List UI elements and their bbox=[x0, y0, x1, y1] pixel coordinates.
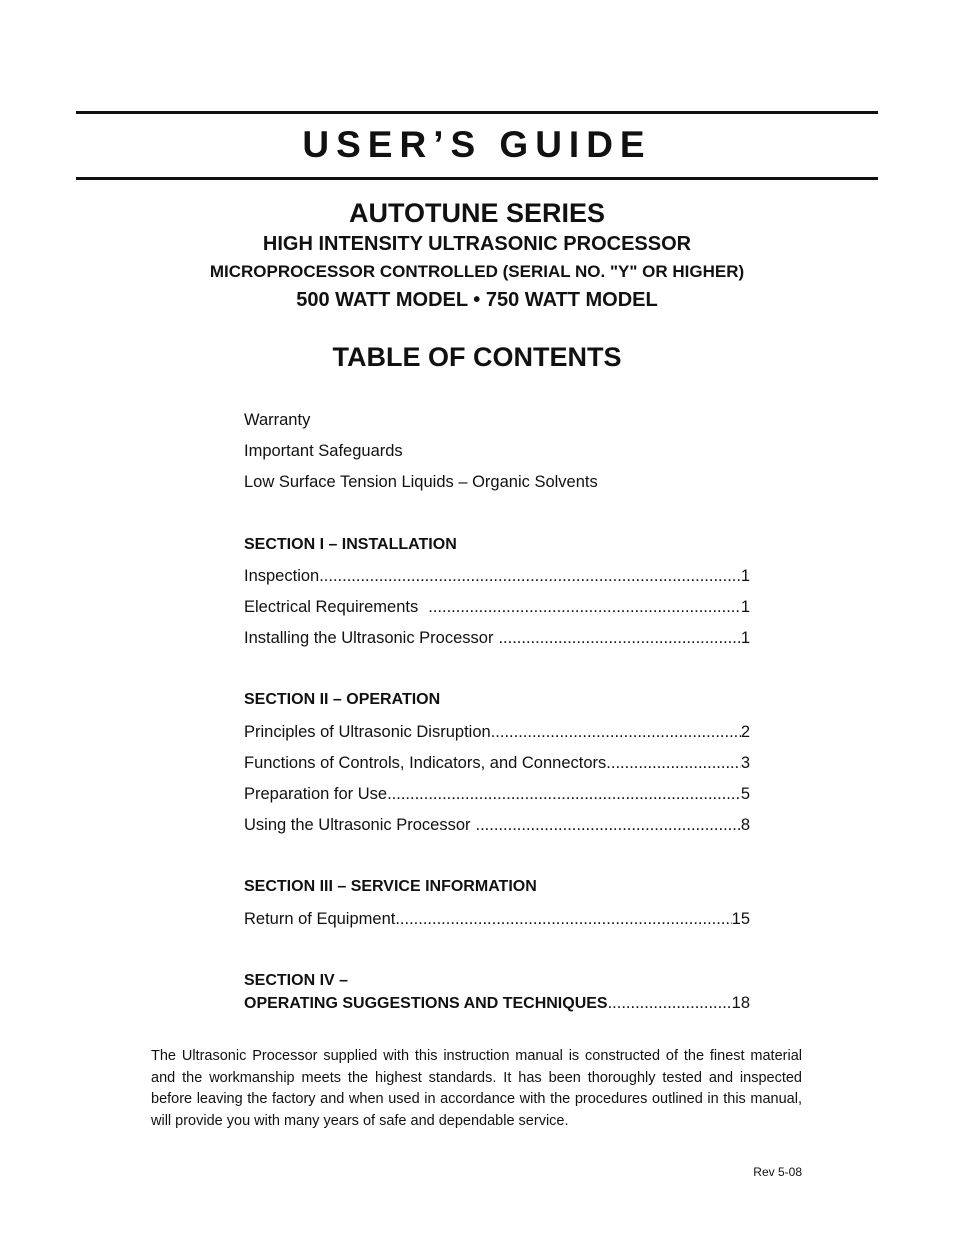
toc-leader bbox=[319, 565, 741, 587]
toc-front-warranty: Warranty bbox=[244, 411, 311, 429]
toc-entry-page: 1 bbox=[740, 629, 750, 647]
toc-entry-page: 15 bbox=[731, 910, 750, 928]
toc-entry-page: 2 bbox=[740, 723, 750, 741]
toc-leader bbox=[491, 721, 741, 743]
toc-section-heading: SECTION II – OPERATION bbox=[244, 691, 441, 708]
toc-leader bbox=[608, 992, 732, 1014]
product-subtitle: HIGH INTENSITY ULTRASONIC PROCESSOR bbox=[262, 233, 692, 255]
toc-section-heading: SECTION I – INSTALLATION bbox=[244, 536, 457, 553]
toc-entry-page: 8 bbox=[740, 816, 750, 834]
toc-section-heading: SECTION IV – bbox=[244, 972, 349, 989]
top-rule bbox=[76, 111, 878, 114]
toc-entry bbox=[244, 783, 750, 805]
toc-entry-label: Return of Equipment bbox=[244, 910, 396, 928]
series-title: AUTOTUNE SERIES bbox=[348, 198, 606, 228]
toc-entry bbox=[244, 908, 750, 930]
toc-entry-page: 3 bbox=[740, 754, 750, 772]
toc-entry bbox=[244, 992, 750, 1014]
toc-entry bbox=[244, 814, 750, 836]
document-title: USER’S GUIDE bbox=[302, 124, 652, 165]
toc-leader bbox=[428, 596, 741, 618]
toc-entry bbox=[244, 721, 750, 743]
toc-entry-page: 5 bbox=[740, 785, 750, 803]
toc-leader bbox=[476, 814, 741, 836]
toc-title: TABLE OF CONTENTS bbox=[332, 342, 622, 372]
toc-section-heading: SECTION III – SERVICE INFORMATION bbox=[244, 878, 537, 895]
revision-label: Rev 5-08 bbox=[753, 1165, 802, 1179]
toc-entry-label: Preparation for Use bbox=[244, 785, 388, 803]
toc-entry-page: 1 bbox=[740, 598, 750, 616]
toc-entry-label: Principles of Ultrasonic Disruption bbox=[244, 723, 491, 741]
toc-leader bbox=[395, 908, 731, 930]
toc-entry-page: 18 bbox=[731, 994, 750, 1012]
toc-entry bbox=[244, 627, 750, 649]
serial-subtitle: MICROPROCESSOR CONTROLLED (SERIAL NO. "Y" OR HIGHER) bbox=[209, 262, 745, 281]
toc-entry-page: 1 bbox=[740, 567, 750, 585]
toc-leader bbox=[498, 627, 740, 649]
toc-entry-label: Using the Ultrasonic Processor bbox=[244, 816, 471, 834]
toc-entry bbox=[244, 752, 750, 774]
model-subtitle: 500 WATT MODEL • 750 WATT MODEL bbox=[296, 289, 658, 311]
toc-entry-label: Functions of Controls, Indicators, and Connectors bbox=[244, 754, 607, 772]
bottom-rule bbox=[76, 177, 878, 180]
toc-leader bbox=[387, 783, 741, 805]
toc-leader bbox=[606, 752, 741, 774]
toc-front-safeguards: Important Safeguards bbox=[244, 442, 403, 460]
toc-entry-label: Inspection bbox=[244, 567, 320, 585]
toc-entry bbox=[244, 596, 750, 618]
toc-front-solvents: Low Surface Tension Liquids – Organic Solvents bbox=[244, 473, 598, 491]
toc-entry-label: OPERATING SUGGESTIONS AND TECHNIQUES bbox=[244, 995, 608, 1012]
intro-paragraph: The Ultrasonic Processor supplied with this instruction manual is constructed of the finest material and the workmanship meets the highest standards. It has been thoroughly tested and inspected before leaving the factory and when used in accordance with the procedures outlined in this manual, will provide you with many years of safe and dependable service. bbox=[151, 1048, 802, 1129]
toc-entry-label: Electrical Requirements bbox=[244, 598, 419, 616]
toc-entry bbox=[244, 565, 750, 587]
toc-entry-label: Installing the Ultrasonic Processor bbox=[244, 629, 494, 647]
